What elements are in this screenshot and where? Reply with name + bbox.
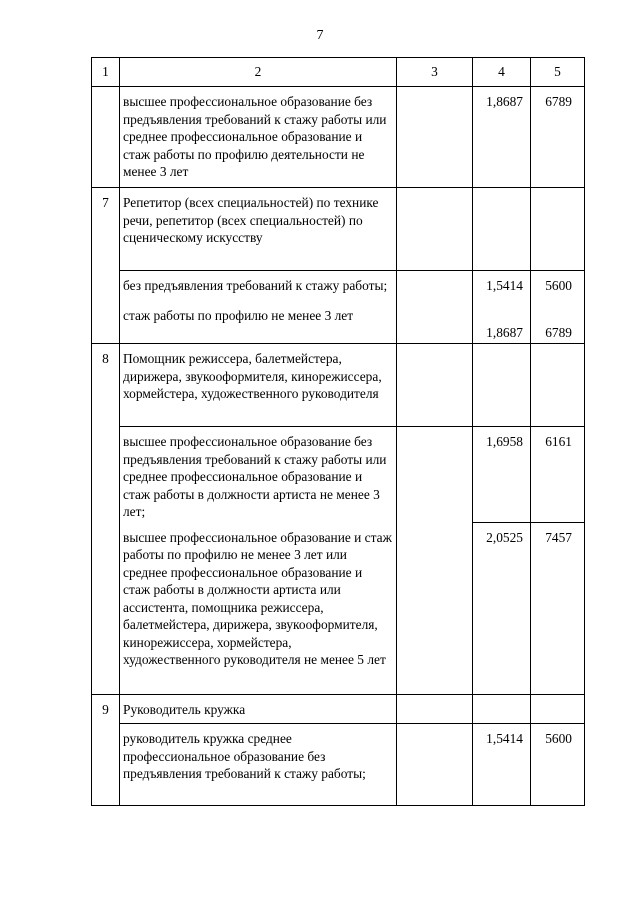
row-number-cell — [92, 87, 120, 188]
header-cell: 2 — [120, 58, 397, 87]
qualification-table — [91, 57, 585, 806]
header-cell: 3 — [397, 58, 473, 87]
description-cell: высшее профессиональное образование без предъявления требований к стажу работы или среднее профессиональное образование и стаж работы в должности артиста не менее 3 лет; — [120, 427, 397, 523]
table-row — [92, 695, 585, 724]
table-row — [92, 271, 585, 344]
page-number: 7 — [316, 28, 324, 43]
row-number-cell — [92, 271, 120, 344]
description-text: без предъявления требований к стажу работы; — [123, 278, 388, 293]
table-row — [92, 427, 585, 523]
empty-cell — [531, 695, 585, 724]
description-cell — [120, 271, 397, 344]
table-header-row — [92, 58, 585, 87]
empty-cell — [473, 188, 531, 271]
empty-cell — [473, 695, 531, 724]
empty-cell — [397, 724, 473, 806]
salary-cell: 6789 — [531, 87, 585, 188]
description-cell: Помощник режиссера, балетмейстера, дирижера, звукооформителя, кинорежиссера, хормейстера, художественного руководителя — [120, 344, 397, 427]
description-cell: высшее профессиональное образование и стаж работы по профилю не менее 3 лет или среднее профессиональное образование и стаж работы в должности артиста или ассистента, помощника режиссера, балетмейстера, дирижера, звукооформителя, кинорежиссера, хормейстера, художественного руководителя не менее 5 лет — [120, 523, 397, 695]
salary-value: 5600 — [545, 278, 572, 293]
description-cell: Репетитор (всех специальностей) по технике речи, репетитор (всех специальностей) по сценическому искусству — [120, 188, 397, 271]
row-number-cell — [92, 523, 120, 695]
description-cell: Руководитель кружка — [120, 695, 397, 724]
header-cell: 4 — [473, 58, 531, 87]
coefficient-value: 1,8687 — [486, 324, 523, 340]
table-row — [92, 724, 585, 806]
table-row — [92, 87, 585, 188]
salary-cell: 5600 — [531, 724, 585, 806]
row-number-cell: 7 — [92, 188, 120, 271]
table-row — [92, 188, 585, 271]
description-cell: руководитель кружка среднее профессиональное образование без предъявления требований к стажу работы; — [120, 724, 397, 806]
table-row — [92, 344, 585, 427]
empty-cell — [397, 695, 473, 724]
salary-cell — [531, 271, 585, 344]
header-cell: 1 — [92, 58, 120, 87]
empty-cell — [531, 188, 585, 271]
salary-cell: 6161 — [531, 427, 585, 523]
empty-cell — [397, 87, 473, 188]
row-number-cell: 8 — [92, 344, 120, 427]
header-cell: 5 — [531, 58, 585, 87]
empty-cell — [397, 523, 473, 695]
empty-cell — [397, 344, 473, 427]
coefficient-value: 1,5414 — [486, 278, 523, 293]
coefficient-cell: 1,5414 — [473, 724, 531, 806]
empty-cell — [397, 427, 473, 523]
row-number-cell — [92, 724, 120, 806]
description-cell: высшее профессиональное образование без предъявления требований к стажу работы или среднее профессиональное образование и стаж работы по профилю деятельности не менее 3 лет — [120, 87, 397, 188]
empty-cell — [473, 344, 531, 427]
coefficient-cell: 1,6958 — [473, 427, 531, 523]
coefficient-cell: 1,8687 — [473, 87, 531, 188]
empty-cell — [397, 271, 473, 344]
empty-cell — [397, 188, 473, 271]
row-number-cell — [92, 427, 120, 523]
empty-cell — [531, 344, 585, 427]
salary-cell: 7457 — [531, 523, 585, 695]
coefficient-cell: 2,0525 — [473, 523, 531, 695]
coefficient-cell — [473, 271, 531, 344]
row-number-cell: 9 — [92, 695, 120, 724]
description-text: стаж работы по профилю не менее 3 лет — [123, 307, 354, 323]
table-row — [92, 523, 585, 695]
salary-value: 6789 — [545, 324, 572, 340]
